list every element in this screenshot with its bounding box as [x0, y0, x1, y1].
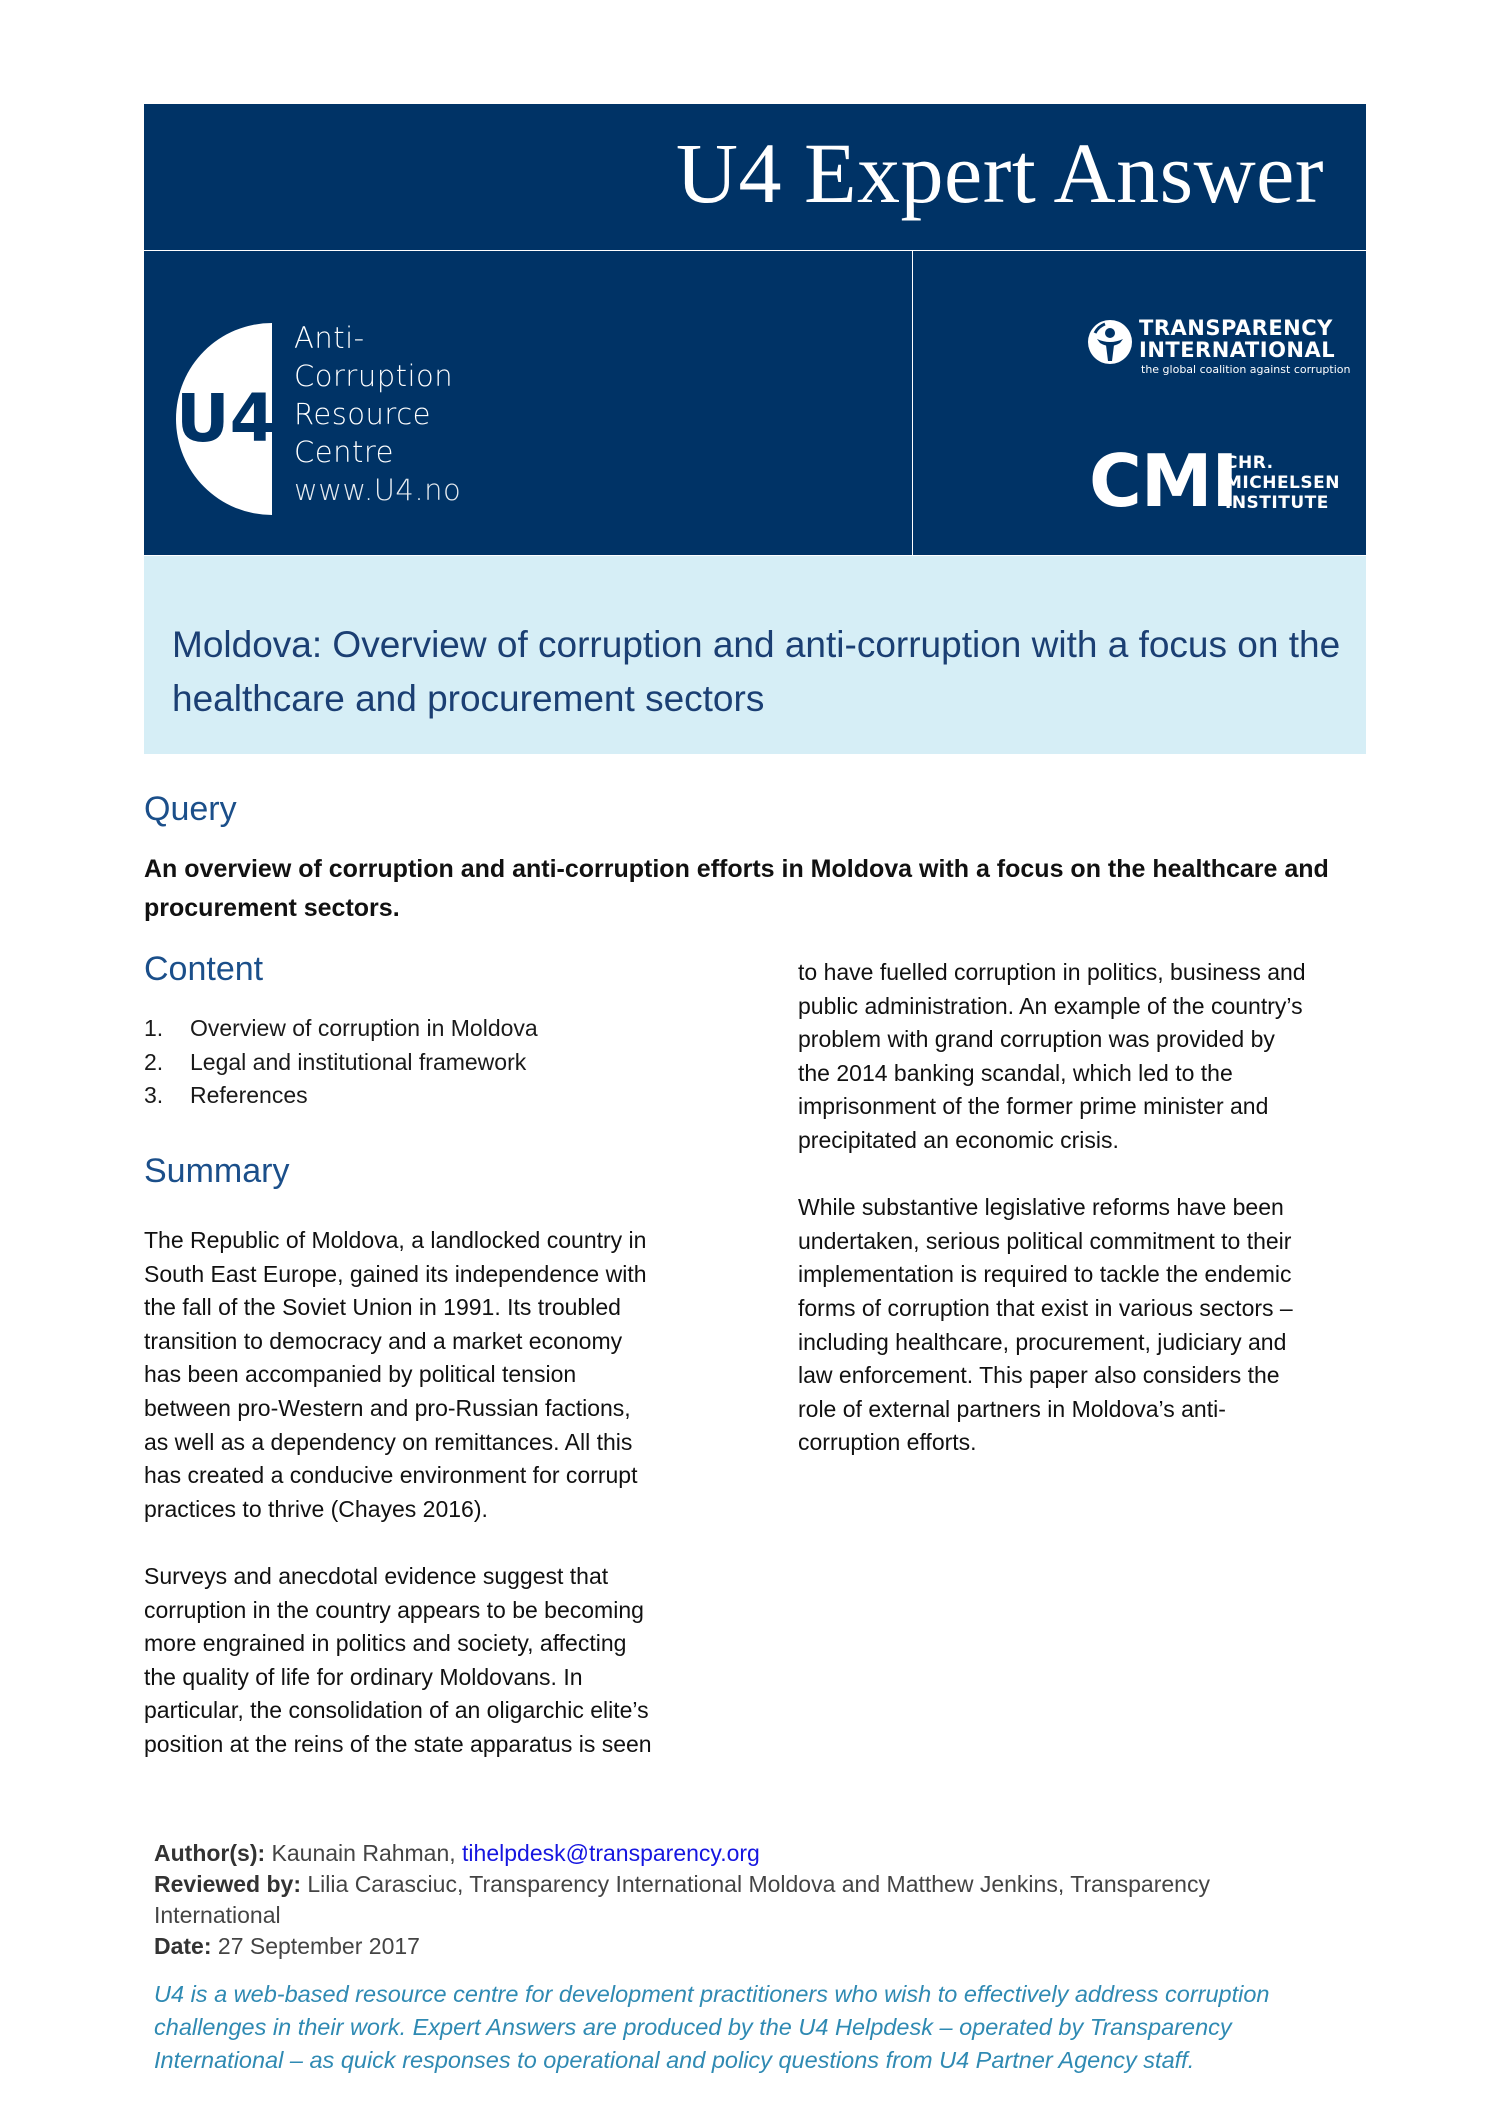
u4-line-3: Resource [294, 397, 431, 431]
u4-url: www.U4.no [294, 473, 462, 507]
ti-globe-icon [1087, 319, 1133, 365]
date-value: 27 September 2017 [217, 1933, 420, 1959]
byline [154, 1838, 1354, 1962]
reviewed-line [154, 1869, 1354, 1900]
ti-tagline: the global coalition against corruption [1141, 363, 1351, 376]
u4-line-4: Centre [294, 435, 394, 469]
u4-description-footnote: U4 is a web-based resource centre for development practitioners who wish to effectively address corruption challenges in their work. Expert Answers are produced by the U4 Helpdesk – operated by Transparency International – as quick responses to operational and policy questions from U4 Partner Agency staff. [154, 1981, 1270, 2073]
ti-name-line-2: INTERNATIONAL [1139, 338, 1336, 362]
cmi-line-2: MICHELSEN [1225, 473, 1340, 493]
ti-name-line-1: TRANSPARENCY [1139, 316, 1333, 340]
summary-heading: Summary [144, 1152, 290, 1190]
reviewed-label: Reviewed by: [154, 1871, 301, 1897]
banner-title: U4 Expert Answer [675, 125, 1324, 221]
summary-paragraph-1: The Republic of Moldova, a landlocked country in South East Europe, gained its independence with the fall of the Soviet Union in 1991. Its troubled transition to democracy and a market economy has been accompanied by political tension between pro-Western and pro-Russian factions, as well as a dependency on remittances. All this has created a conducive environment for corrupt practices to thrive (Chayes 2016). [144, 1227, 647, 1522]
summary-paragraph-3: to have fuelled corruption in politics, business and public administration. An example of the country’s problem with grand corruption was provided by the 2014 banking scandal, which led to the imprisonment of the former prime minister and precipitated an economic crisis. [798, 959, 1306, 1153]
summary-paragraph-2: Surveys and anecdotal evidence suggest that corruption in the country appears to be becoming more engrained in politics and society, affecting the quality of life for ordinary Moldovans. In particular, the consolidation of an oligarchic elite’s position at the reins of the state apparatus is seen [144, 1562, 652, 1757]
date-label: Date: [154, 1933, 212, 1959]
u4-logo-panel [144, 251, 912, 555]
content-heading: Content [144, 950, 264, 988]
content-item: 1. Overview of corruption in Moldova [144, 1012, 538, 1046]
u4-logo-text [294, 319, 461, 509]
title-box [144, 556, 1366, 754]
u4-line-2: Corruption [294, 359, 454, 393]
content-list [144, 1012, 538, 1113]
partner-logos-panel [913, 251, 1366, 555]
query-text: An overview of corruption and anti-corruption efforts in Moldova with a focus on the healthcare and procurement sectors. [144, 855, 1329, 922]
date-line [154, 1931, 1354, 1962]
reviewed-line-cont: International [154, 1902, 281, 1928]
summary-paragraph-4: While substantive legislative reforms have been undertaken, serious political commitment to their implementation is required to tackle the endemic forms of corruption that exist in various sectors – including healthcare, procurement, judiciary and law enforcement. This paper also considers the role of external partners in Moldova’s anti- corruption efforts. [798, 1194, 1293, 1456]
author-name: Kaunain Rahman, [271, 1840, 456, 1866]
u4-line-1: Anti- [294, 321, 365, 355]
content-item-label: Overview of corruption in Moldova [190, 1015, 538, 1041]
reviewers: Lilia Carasciuc, Transparency International Moldova and Matthew Jenkins, Transparency [307, 1871, 1210, 1897]
ti-name [1139, 317, 1335, 361]
author-email-link[interactable]: tihelpdesk@transparency.org [462, 1840, 760, 1866]
ti-logo [1087, 316, 1351, 377]
summary-right-column [798, 956, 1378, 1460]
cmi-name [1225, 453, 1340, 513]
cmi-line-3: INSTITUTE [1225, 493, 1329, 513]
content-item: 3. References [144, 1079, 538, 1113]
author-line [154, 1838, 1354, 1869]
document-title: Moldova: Overview of corruption and anti-corruption with a focus on the healthcare and procurement sectors [172, 624, 1341, 719]
content-item-label: Legal and institutional framework [190, 1048, 527, 1075]
cmi-abbr: CMI [1089, 439, 1238, 523]
author-label: Author(s): [154, 1840, 266, 1866]
header-banner [144, 104, 1366, 250]
content-item-label: References [190, 1082, 308, 1109]
cmi-line-1: CHR. [1225, 453, 1274, 473]
content-item: 2. Legal and institutional framework [144, 1046, 538, 1080]
summary-left-column [144, 1224, 744, 1762]
u4-mark: U4 [176, 380, 276, 457]
query-heading: Query [144, 790, 237, 828]
